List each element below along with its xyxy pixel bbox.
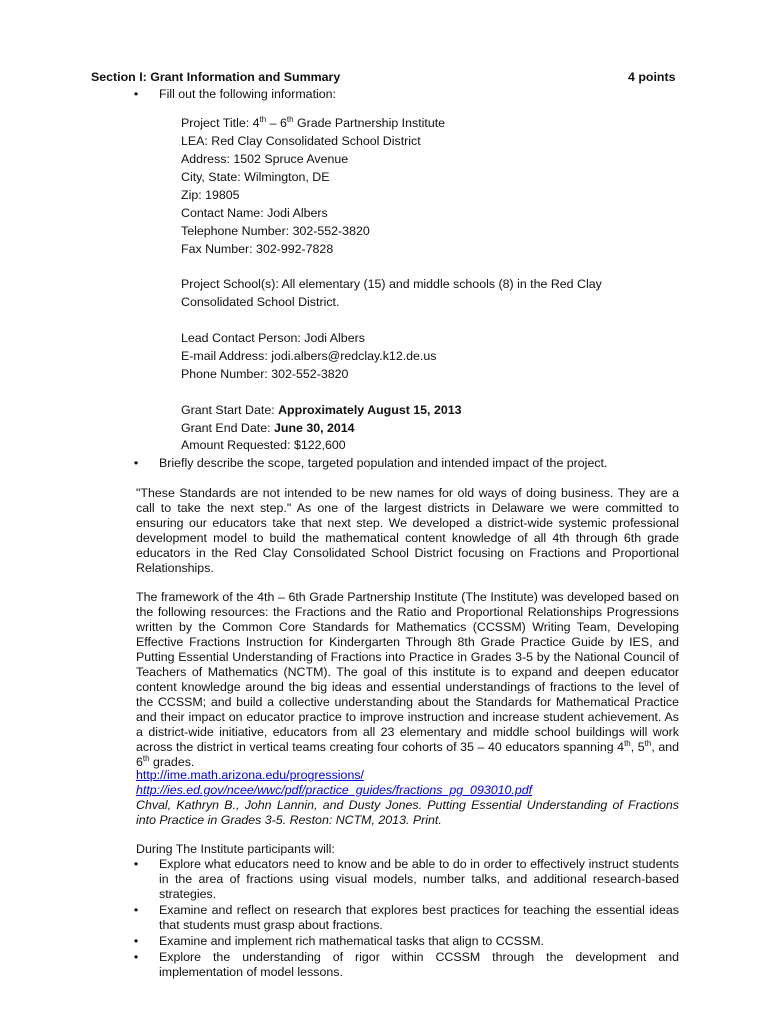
city-state: City, State: Wilmington, DE xyxy=(181,170,330,184)
project-schools-line2: Consolidated School District. xyxy=(181,295,340,309)
lead-contact: Lead Contact Person: Jodi Albers xyxy=(181,331,365,345)
bullet-describe: Briefly describe the scope, targeted population and intended impact of the project. xyxy=(159,456,608,470)
section-heading: Section I: Grant Information and Summary xyxy=(91,70,341,84)
section-points: 4 points xyxy=(628,70,676,84)
grant-start-date: Grant Start Date: Approximately August 15, 2013 xyxy=(181,403,462,417)
email: E-mail Address: jodi.albers@redclay.k12.de.us xyxy=(181,349,437,363)
participants-intro: During The Institute participants will: xyxy=(136,842,335,856)
list-item: Explore what educators need to know and be able to do in order to effectively instruct students in the area of fractions using visual models, number talks, and additional research-based strategies. xyxy=(159,857,679,901)
bullet-marker: • xyxy=(133,857,139,871)
citation: Chval, Kathryn B., John Lannin, and Dusty Jones. Putting Essential Understanding of Fractions into Practice in Grades 3-5. Reston: NCTM, 2013. Print. xyxy=(136,798,679,827)
link-ies-practice-guide[interactable]: http://ies.ed.gov/ncee/wwc/pdf/practice_guides/fractions_pg_093010.pdf xyxy=(136,783,533,797)
bullet-marker: • xyxy=(133,87,139,101)
telephone: Telephone Number: 302-552-3820 xyxy=(181,224,370,238)
link-progressions[interactable]: http://ime.math.arizona.edu/progressions/ xyxy=(136,768,364,782)
contact-name: Contact Name: Jodi Albers xyxy=(181,206,328,220)
phone: Phone Number: 302-552-3820 xyxy=(181,367,349,381)
grant-end-date: Grant End Date: June 30, 2014 xyxy=(181,421,355,435)
paragraph-framework: The framework of the 4th – 6th Grade Partnership Institute (The Institute) was developed based on the following resources: the Fractions and the Ratio and Proportional Relationships Progressions written by the Common Core Standards for Mathematics (CCSSM) Writing Team, Developing Effective Fractions Instruction for Kindergarten Through 8th Grade Practice Guide by IES, and Putting Essential Understanding of Fractions into Practice in Grades 3-5 by the National Council of Teachers of Mathematics (NCTM). The goal of this institute is to expand and deepen educator content knowledge around the big ideas and essential understandings of fractions to the level of the CCSSM; and build a collective understanding about the Standards for Mathematical Practice and their impact on educator practice to improve instruction and increase student achievement. As a district-wide initiative, educators from all 23 elementary and middle school buildings will work across the district in vertical teams creating four cohorts of 35 – 40 educators spanning 4th, 5th, and 6th grades. xyxy=(136,590,679,769)
list-item: Examine and reflect on research that explores best practices for teaching the essential ideas that students must grasp about fractions. xyxy=(159,903,679,932)
bullet-fill-out: Fill out the following information: xyxy=(159,87,336,101)
lea: LEA: Red Clay Consolidated School District xyxy=(181,134,421,148)
zip: Zip: 19805 xyxy=(181,188,240,202)
bullet-marker: • xyxy=(133,456,139,470)
project-title: Project Title: 4th – 6th Grade Partnership Institute xyxy=(181,114,446,130)
address: Address: 1502 Spruce Avenue xyxy=(181,152,349,166)
bullet-marker: • xyxy=(133,903,139,917)
bullet-marker: • xyxy=(133,934,139,948)
project-schools-line1: Project School(s): All elementary (15) and middle schools (8) in the Red Clay xyxy=(181,277,602,291)
amount-requested: Amount Requested: $122,600 xyxy=(181,438,346,452)
paragraph-standards: "These Standards are not intended to be new names for old ways of doing business. They are a call to take the next step." As one of the largest districts in Delaware we were committed to ensuring our educators take that next step. We developed a district-wide systemic professional development model to build the mathematical content knowledge of all 4th through 6th grade educators in the Red Clay Consolidated School District focusing on Fractions and Proportional Relationships. xyxy=(136,486,679,575)
bullet-marker: • xyxy=(133,950,139,964)
fax: Fax Number: 302-992-7828 xyxy=(181,242,334,256)
list-item: Explore the understanding of rigor within CCSSM through the development and implementation of model lessons. xyxy=(159,950,679,979)
list-item: Examine and implement rich mathematical tasks that align to CCSSM. xyxy=(159,934,544,948)
